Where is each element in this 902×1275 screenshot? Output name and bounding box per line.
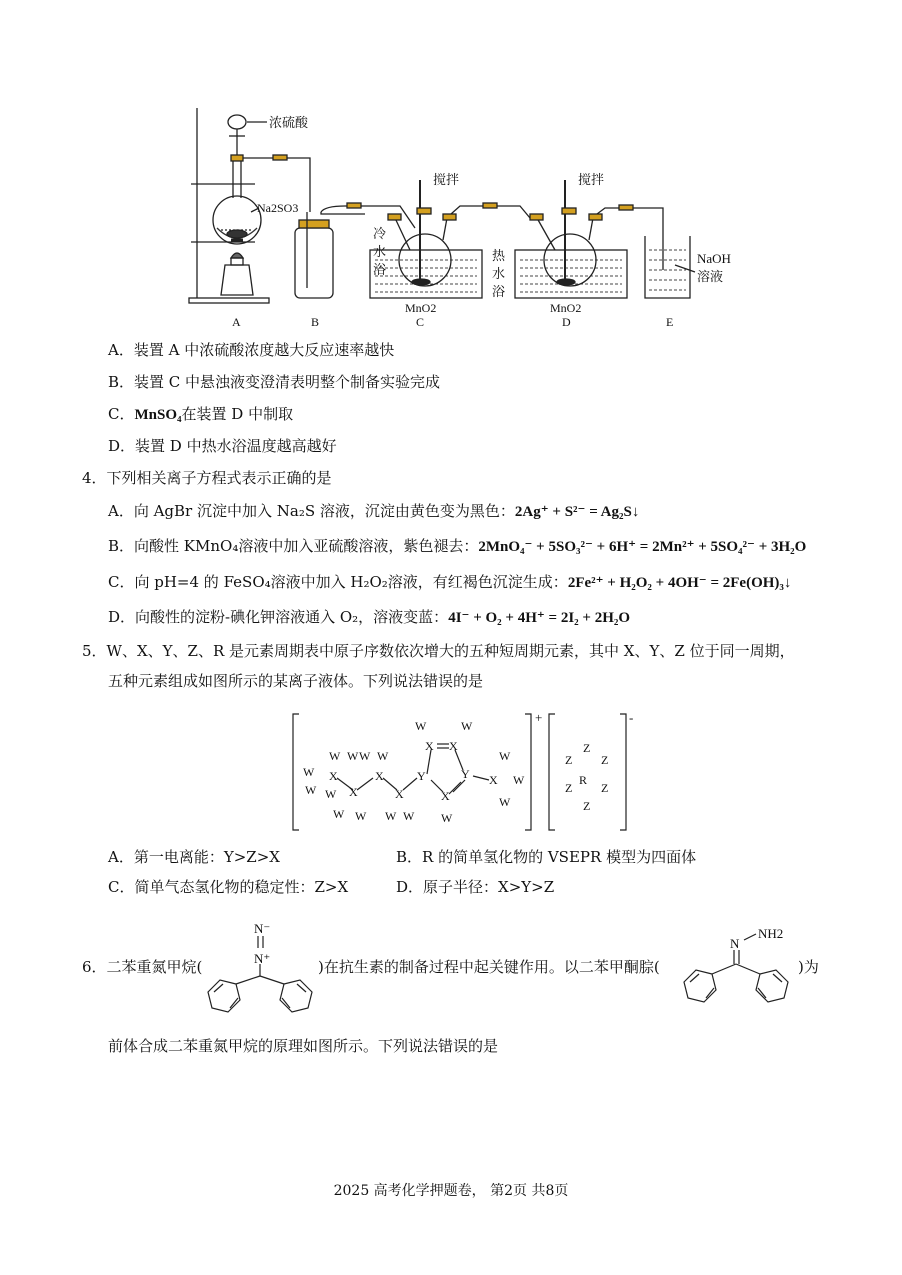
- svg-text:Z: Z: [565, 753, 573, 767]
- q3-option-c-formula: MnSO₄: [134, 407, 182, 423]
- benzophenone-hydrazone-structure: [676, 920, 798, 1012]
- q3-option-d: D．装置 D 中热水浴温度越高越好: [108, 437, 337, 455]
- q4-option-a: [108, 501, 639, 522]
- q4-option-c: [108, 572, 791, 593]
- svg-text:Y: Y: [417, 769, 426, 783]
- svg-text:Z: Z: [583, 741, 591, 755]
- label-mno2-d: MnO2: [550, 301, 582, 315]
- page-footer: 2025 高考化学押题卷， 第2页 共8页: [333, 1183, 569, 1199]
- label-acid: 浓硫酸: [269, 115, 309, 130]
- q6-prefix: 6．二苯重氮甲烷(: [82, 958, 203, 976]
- svg-text:Z: Z: [601, 781, 609, 795]
- svg-text:X: X: [329, 769, 338, 783]
- q4-option-b-equation: 2MnO₄⁻ + 5SO₃²⁻ + 6H⁺ = 2Mn²⁺ + 5SO₄²⁻ + 3H₂O: [478, 539, 807, 555]
- label-unit-a: A: [232, 315, 241, 329]
- svg-text:W: W: [499, 795, 511, 809]
- hydrazone-nh2: NH2: [758, 926, 784, 941]
- svg-text:W: W: [499, 749, 511, 763]
- svg-text:W: W: [303, 765, 315, 779]
- q3-option-a: A．装置 A 中浓硫酸浓度越大反应速率越快: [108, 341, 395, 359]
- svg-text:X: X: [425, 739, 434, 753]
- label-unit-b: B: [311, 315, 320, 329]
- q3-option-c: [108, 404, 293, 425]
- label-stir-c: 搅拌: [433, 172, 460, 187]
- apparatus-diagram: [185, 100, 745, 335]
- svg-text:W: W: [385, 809, 397, 823]
- svg-text:W: W: [403, 809, 415, 823]
- label-unit-c: C: [416, 315, 425, 329]
- label-mno2-c: MnO2: [405, 301, 437, 315]
- svg-text:W: W: [513, 773, 525, 787]
- q6-mid: )在抗生素的制备过程中起关键作用。以二苯甲酮腙(: [318, 958, 660, 976]
- cation-charge: +: [535, 710, 543, 725]
- svg-text:X: X: [441, 789, 450, 803]
- label-cold-1: 冷: [373, 226, 387, 241]
- q5-stem-line2: 五种元素组成如图所示的某离子液体。下列说法错误的是: [108, 672, 484, 690]
- svg-text:X: X: [449, 739, 458, 753]
- svg-text:W: W: [355, 809, 367, 823]
- q4-option-d-text: D．向酸性的淀粉-碘化钾溶液通入 O₂，溶液变蓝：: [108, 608, 449, 626]
- ionic-liquid-structure: [285, 708, 645, 838]
- label-stir-d: 搅拌: [578, 172, 605, 187]
- hydrazone-n: N: [730, 936, 740, 951]
- diphenyldiazomethane-structure: [200, 918, 322, 1018]
- label-cold-2: 水: [373, 244, 387, 259]
- q5-stem-line1: 5．W、X、Y、Z、R 是元素周期表中原子序数依次增大的五种短周期元素，其中 X、Y、Z 位于同一周期，: [82, 642, 795, 660]
- q6-stem-line2: 前体合成二苯重氮甲烷的原理如图所示。下列说法错误的是: [108, 1037, 499, 1055]
- q4-option-b: [108, 536, 806, 557]
- label-naoh: NaOH: [697, 251, 731, 266]
- q4-option-d-equation: 4I⁻ + O₂ + 4H⁺ = 2I₂ + 2H₂O: [448, 610, 631, 626]
- svg-text:Y: Y: [461, 767, 470, 781]
- diazo-n-plus: N⁺: [254, 951, 271, 966]
- q5-option-b: B．R 的简单氢化物的 VSEPR 模型为四面体: [396, 848, 697, 866]
- diazo-n-minus: N⁻: [254, 921, 271, 936]
- label-hot-2: 水: [492, 266, 506, 281]
- svg-text:W: W: [441, 811, 453, 825]
- svg-text:W: W: [333, 807, 345, 821]
- label-solution: 溶液: [697, 269, 724, 284]
- svg-text:R: R: [579, 773, 588, 787]
- svg-text:Z: Z: [601, 753, 609, 767]
- svg-text:X: X: [395, 787, 404, 801]
- svg-text:X: X: [489, 773, 498, 787]
- svg-text:Z: Z: [583, 799, 591, 813]
- svg-text:W: W: [325, 787, 337, 801]
- label-salt: Na2SO3: [257, 201, 299, 215]
- label-cold-3: 浴: [373, 262, 387, 277]
- svg-text:Z: Z: [565, 781, 573, 795]
- q5-option-c: C．简单气态氢化物的稳定性：Z>X: [108, 878, 349, 896]
- svg-text:W: W: [461, 719, 473, 733]
- q4-option-c-text: C．向 pH=4 的 FeSO₄溶液中加入 H₂O₂溶液，有红褐色沉淀生成：: [108, 573, 568, 591]
- label-hot-3: 浴: [492, 284, 506, 299]
- q3-option-c-suffix: 在装置 D 中制取: [181, 405, 294, 423]
- svg-text:W: W: [305, 783, 317, 797]
- q3-option-c-prefix: C．: [108, 405, 135, 423]
- q4-option-d: [108, 607, 630, 628]
- anion-charge: -: [629, 710, 634, 725]
- svg-text:X: X: [375, 769, 384, 783]
- svg-text:W: W: [329, 749, 341, 763]
- label-unit-d: D: [562, 315, 571, 329]
- q6-suffix: )为: [798, 958, 819, 976]
- q5-option-d: D．原子半径：X>Y>Z: [396, 878, 555, 896]
- q4-option-c-equation: 2Fe²⁺ + H₂O₂ + 4OH⁻ = 2Fe(OH)₃↓: [567, 575, 792, 591]
- q4-option-a-equation: 2Ag⁺ + S²⁻ = Ag₂S↓: [514, 504, 640, 520]
- q4-stem: 4．下列相关离子方程式表示正确的是: [82, 469, 332, 487]
- svg-text:W: W: [415, 719, 427, 733]
- svg-text:X: X: [349, 785, 358, 799]
- label-hot-1: 热: [492, 248, 506, 263]
- svg-text:W: W: [359, 749, 371, 763]
- q4-option-a-text: A．向 AgBr 沉淀中加入 Na₂S 溶液，沉淀由黄色变为黑色：: [108, 502, 515, 520]
- q4-option-b-text: B．向酸性 KMnO₄溶液中加入亚硫酸溶液，紫色褪去：: [108, 537, 479, 555]
- label-unit-e: E: [666, 315, 674, 329]
- svg-text:W: W: [377, 749, 389, 763]
- q5-option-a: A．第一电离能：Y>Z>X: [108, 848, 280, 866]
- svg-text:W: W: [347, 749, 359, 763]
- q3-option-b: B．装置 C 中悬浊液变澄清表明整个制备实验完成: [108, 373, 441, 391]
